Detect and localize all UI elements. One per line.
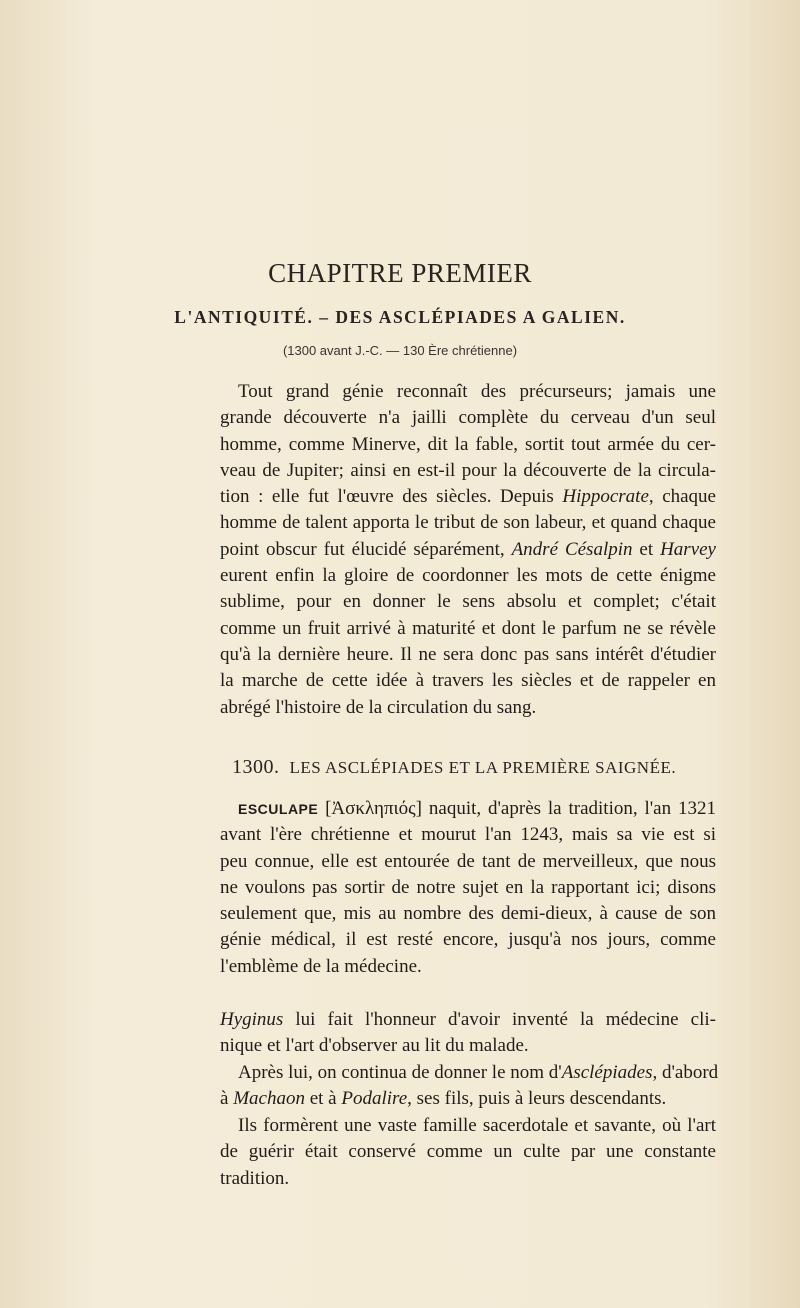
text-segment: Après lui, on continua de donner le nom d' [238, 1062, 562, 1083]
text-line: homme, comme Minerve, dit la fable, sortit tout armée du cer- [220, 433, 716, 455]
text-line: sublime, pour en donner le sens absolu et complet; c'était [220, 591, 716, 613]
text-line: nique et l'art d'observer au lit du malade. [220, 1035, 529, 1057]
name-hippocrate: Hippocrate [562, 486, 649, 508]
text-segment: , d'abord [652, 1062, 719, 1083]
name-machaon: Machaon [233, 1088, 305, 1110]
text-line: ne voulons pas sortir de notre sujet en la rapportant ici; disons [220, 876, 716, 898]
section-number: 1300. [232, 756, 280, 778]
hyginus-paragraph [220, 1007, 716, 1060]
text-line: tradition. [220, 1167, 290, 1189]
section-heading [232, 756, 676, 779]
text-segment: point obscur fut élucidé séparément, [220, 538, 512, 560]
text-line: seulement que, mis au nombre des demi-dieux, à cause de son [220, 903, 716, 925]
text-line: avant l'ère chrétienne et mourut l'an 1243, mais sa vie est si [220, 824, 716, 846]
text-segment: tion : elle fut l'œuvre des siècles. Depuis [220, 486, 563, 508]
name-asclepiades: Asclépiades [561, 1062, 653, 1083]
text-line [220, 484, 716, 510]
text-line: Ils formèrent une vaste famille sacerdotale et savante, où l'art [238, 1115, 716, 1136]
text-segment: naquit, d'après la tradition, l'an 1321 [422, 798, 716, 819]
text-segment: lui fait l'honneur d'avoir inventé la médecine cli- [283, 1009, 716, 1030]
text-line: veau de Jupiter; ainsi en est-il pour la découverte de la circula- [220, 459, 716, 481]
text-line: de guérir était conservé comme un culte par une constante [220, 1141, 716, 1163]
apres-paragraph [220, 1060, 719, 1113]
name-podalire: Podalire [341, 1088, 408, 1110]
text-line: eurent enfin la gloire de coordonner les mots de cette énigme [220, 565, 716, 587]
section-title: LES ASCLÉPIADES ET LA PREMIÈRE SAIGNÉE. [289, 758, 677, 777]
final-paragraph [220, 1113, 716, 1192]
text-segment: à [220, 1088, 234, 1110]
chapter-dates: (1300 avant J.-C. — 130 Ère chrétienne) [282, 343, 518, 358]
text-line: abrégé l'histoire de la circulation du sang. [220, 696, 537, 718]
name-harvey: Harvey [660, 538, 716, 560]
chapter-subtitle: L'ANTIQUITÉ. – DES ASCLÉPIADES A GALIEN. [174, 307, 626, 327]
text-segment: , chaque [648, 486, 716, 508]
text-segment: , ses fils, puis à leurs descendants. [407, 1088, 667, 1110]
text-line: l'emblème de la médecine. [220, 955, 422, 977]
name-hyginus: Hyginus [220, 1009, 284, 1030]
greek-name: [Ἀσκληπιός] [325, 798, 423, 819]
text-line [220, 1086, 716, 1112]
text-line: grande découverte n'a jailli complète du cerveau d'un seul [220, 407, 716, 429]
text-line: comme un fruit arrivé à maturité et dont le parfum ne se révèle [220, 617, 716, 639]
esculape-paragraph [220, 796, 716, 980]
text-line: génie médical, il est resté encore, jusqu'à nos jours, comme [220, 929, 716, 951]
text-line: peu connue, elle est entourée de tant de merveilleux, que nous [220, 850, 716, 872]
text-segment: et à [304, 1088, 342, 1110]
text-line: homme de talent apporta le tribut de son labeur, et quand chaque [220, 512, 716, 534]
text-line: la marche de cette idée à travers les siècles et de rappeler en [220, 670, 716, 692]
chapter-title: CHAPITRE PREMIER [268, 258, 532, 288]
text-line: Tout grand génie reconnaît des précurseurs; jamais une [238, 381, 716, 402]
intro-paragraph [220, 379, 716, 721]
text-line [220, 1060, 719, 1086]
text-line [220, 537, 716, 563]
name-andre-cesalpin: André Césalpin [511, 538, 633, 560]
text-line [220, 1007, 716, 1033]
text-line: qu'à la dernière heure. Il ne sera donc pas sans intérêt d'étudier [220, 643, 716, 665]
text-segment: et [632, 538, 661, 560]
text-line [220, 796, 716, 822]
name-esculape: ESCULAPE [238, 801, 319, 817]
